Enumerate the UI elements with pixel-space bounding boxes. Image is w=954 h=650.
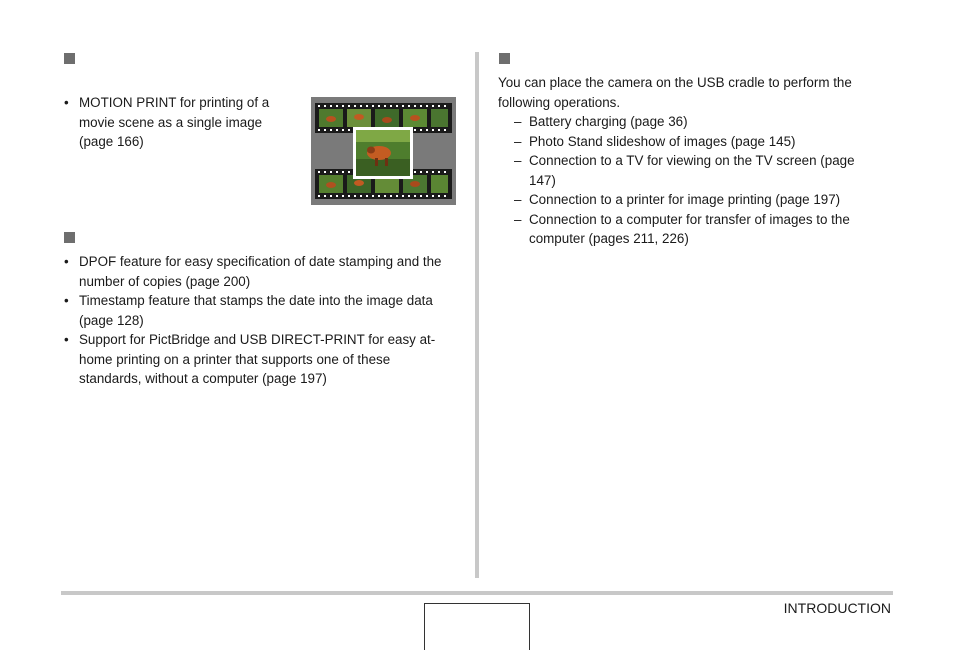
- motion-print-list: [62, 93, 297, 152]
- bullet-line: standards, without a computer (page 197): [79, 371, 327, 386]
- bullet-line: DPOF feature for easy specification of date stamping and the: [79, 254, 442, 269]
- usb-cradle-intro: [498, 73, 888, 112]
- bullet-line: movie scene as a single image: [79, 114, 263, 130]
- list-item: [498, 112, 898, 132]
- bullet-line: home printing on a printer that supports one of these: [79, 351, 391, 367]
- bullet-item: [62, 330, 462, 389]
- section-marker: [64, 53, 75, 64]
- list-item: [498, 210, 898, 249]
- list-item: [498, 190, 898, 210]
- item-line: 147): [529, 172, 556, 188]
- bullet-line: MOTION PRINT for printing of a: [79, 95, 270, 110]
- item-line: Connection to a TV for viewing on the TV screen (page: [529, 153, 855, 168]
- intro-line: following operations.: [498, 94, 621, 110]
- item-line: Photo Stand slideshow of images (page 145): [529, 133, 796, 149]
- bullet-line: Support for PictBridge and USB DIRECT-PRINT for easy at-: [79, 332, 436, 347]
- list-item: [498, 132, 898, 152]
- bullet-line: Timestamp feature that stamps the date into the image data: [79, 293, 433, 308]
- section-marker: [64, 232, 75, 243]
- footer-rule: [61, 591, 893, 595]
- intro-line: You can place the camera on the USB cradle to perform the: [498, 75, 852, 90]
- column-divider: [475, 52, 479, 578]
- bullet-line: number of copies (page 200): [79, 273, 251, 289]
- bullet-line: (page 128): [79, 312, 144, 328]
- printing-features-list: [62, 252, 462, 389]
- item-line: computer (pages 211, 226): [529, 231, 689, 246]
- bullet-item: [62, 252, 462, 291]
- bullet-line: (page 166): [79, 134, 144, 149]
- item-line: Connection to a printer for image printing (page 197): [529, 192, 841, 207]
- section-marker: [499, 53, 510, 64]
- movie-film-strip-image: [311, 97, 456, 205]
- bullet-item: [62, 291, 462, 330]
- item-line: Connection to a computer for transfer of images to the: [529, 211, 850, 227]
- list-item: [498, 151, 898, 190]
- item-line: Battery charging (page 36): [529, 114, 688, 129]
- page-number-box: [424, 603, 530, 650]
- bullet-item: [62, 93, 297, 152]
- section-label: INTRODUCTION: [783, 600, 891, 616]
- usb-cradle-operations-list: [498, 112, 898, 249]
